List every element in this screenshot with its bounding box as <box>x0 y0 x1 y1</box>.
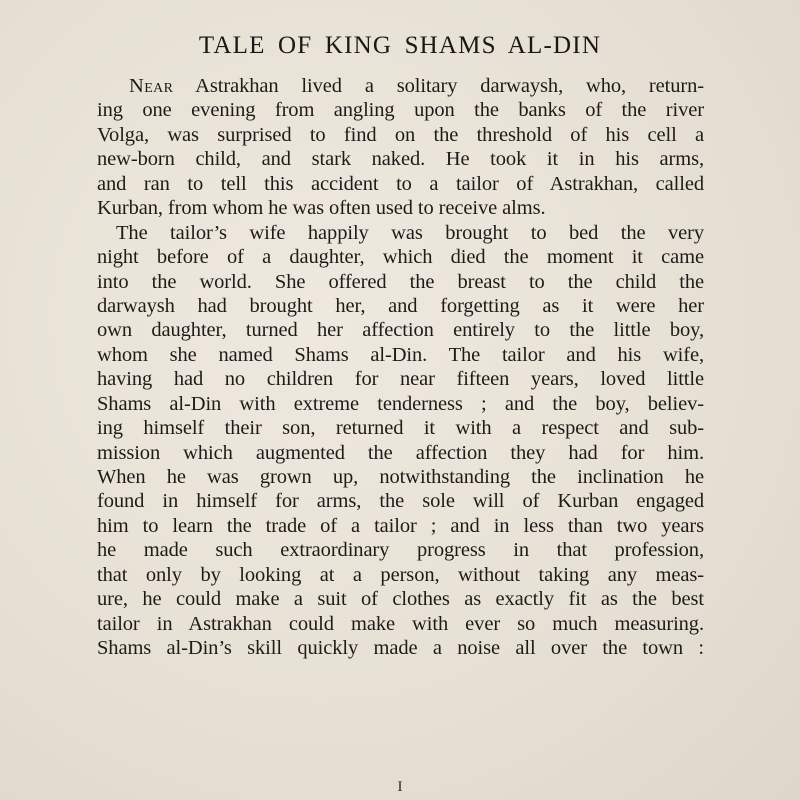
line-text: own daughter, turned her affection entirely to the little boy, <box>97 319 704 342</box>
line-text: he made such extraordinary progress in that profession, <box>97 539 704 562</box>
line-text: ing one evening from angling upon the banks of the river <box>97 99 704 122</box>
body-text <box>97 74 704 661</box>
line-text: new-born child, and stark naked. He took it in his arms, <box>97 148 704 171</box>
line-text: ure, he could make a suit of clothes as exactly fit as the best <box>97 588 704 611</box>
text-line <box>97 514 704 538</box>
line-text: that only by looking at a person, without taking any meas- <box>97 563 704 586</box>
text-line <box>97 392 704 416</box>
line-text: Kurban, from whom he was often used to receive alms. <box>97 197 546 220</box>
line-text: mission which augmented the affection they had for him. <box>97 441 704 464</box>
text-line <box>97 587 704 611</box>
page-number: I <box>397 779 403 795</box>
text-line <box>97 196 704 220</box>
line-text: The tailor’s wife happily was brought to bed the very <box>116 221 704 244</box>
text-line <box>97 147 704 171</box>
text-line <box>97 245 704 269</box>
line-text: found in himself for arms, the sole will of Kurban engaged <box>97 490 704 513</box>
text-line <box>97 98 704 122</box>
text-line <box>97 416 704 440</box>
line-text: Astrakhan lived a solitary darwaysh, who, return- <box>173 75 704 97</box>
line-text: and ran to tell this accident to a tailor of Astrakhan, called <box>97 172 704 195</box>
text-line <box>97 538 704 562</box>
text-line <box>97 172 704 196</box>
line-text: into the world. She offered the breast to the child the <box>97 270 704 293</box>
opening-word: Near <box>129 75 174 97</box>
line-text: night before of a daughter, which died the moment it came <box>97 246 704 269</box>
text-line <box>97 465 704 489</box>
text-line <box>97 489 704 513</box>
text-line <box>97 318 704 342</box>
text-line <box>97 343 704 367</box>
chapter-title: TALE OF KING SHAMS AL-DIN <box>198 32 602 59</box>
text-line <box>97 563 704 587</box>
text-line <box>97 123 704 147</box>
line-text: ing himself their son, returned it with a respect and sub- <box>97 417 704 440</box>
text-line <box>97 612 704 636</box>
line-text: tailor in Astrakhan could make with ever so much measuring. <box>97 612 704 635</box>
line-text: Shams al-Din with extreme tenderness ; and the boy, believ- <box>97 392 704 415</box>
text-line <box>97 221 704 245</box>
text-line <box>97 74 704 98</box>
line-text: Shams al-Din’s skill quickly made a noise all over the town : <box>97 637 704 660</box>
text-line <box>97 367 704 391</box>
text-line <box>97 636 704 660</box>
line-text: whom she named Shams al-Din. The tailor and his wife, <box>97 343 704 366</box>
text-line <box>97 441 704 465</box>
text-line <box>97 270 704 294</box>
text-line <box>97 294 704 318</box>
line-text: Volga, was surprised to find on the threshold of his cell a <box>97 123 704 146</box>
line-text: him to learn the trade of a tailor ; and in less than two years <box>97 514 704 537</box>
line-text: darwaysh had brought her, and forgetting as it were her <box>97 294 704 317</box>
line-text: having had no children for near fifteen years, loved little <box>97 368 704 391</box>
line-text: When he was grown up, notwithstanding the inclination he <box>97 466 704 488</box>
